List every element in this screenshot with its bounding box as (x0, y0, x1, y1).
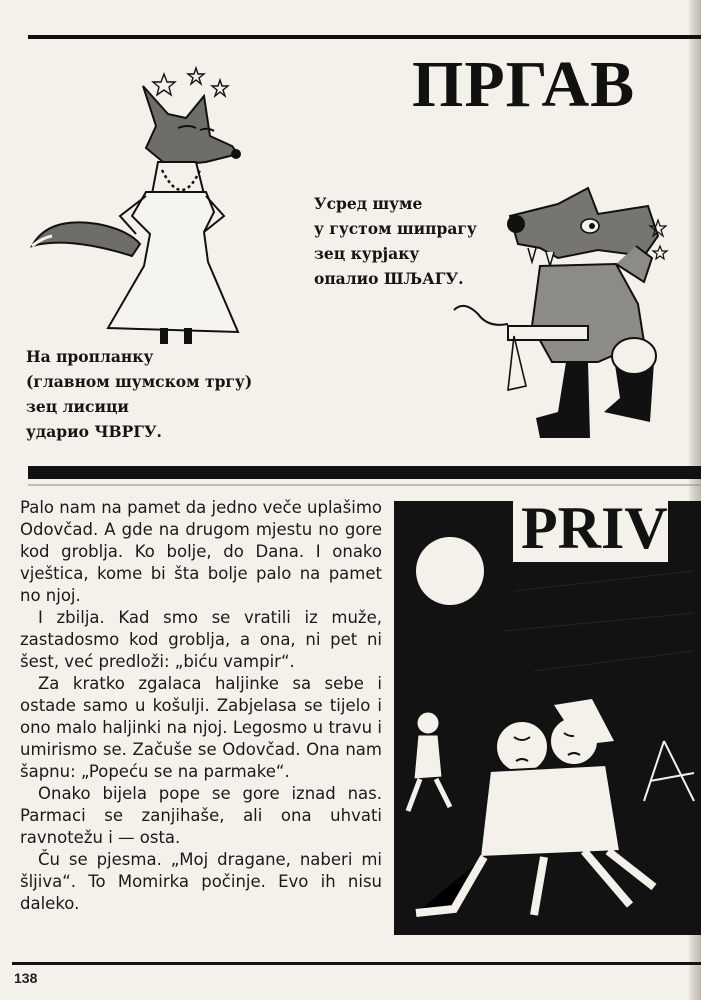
fox-illustration (28, 66, 258, 346)
page-title: ПРГАВ (412, 48, 636, 121)
story-title: PRIV (513, 498, 668, 562)
story-paragraph: Za kratko zgalaca haljinke sa sebe i ostade samo u košulji. Zabjelasa se tijelo i ono malo haljinki na njoj. Legosmo u travu i umirismo se. Začuše se Odovčad. Ona nam šapnu: „Popeću se na parmake“. (20, 674, 382, 781)
story-paragraph: I zbilja. Kad smo se vratili iz muže, zastadosmo kod groblja, a ona, ni pet ni šest, već predloži: „biću vampir“. (20, 608, 382, 671)
page-number: 138 (14, 970, 38, 986)
story-text (20, 497, 382, 915)
verse-line: зец лисици (26, 397, 129, 416)
night-graveyard-illustration (394, 501, 701, 935)
verse-line: ударио ЧВРГУ. (26, 422, 162, 441)
frightened-children-figure (416, 717, 654, 915)
section-divider (28, 466, 701, 479)
top-rule (28, 35, 701, 39)
verse-line: у густом шипрагу (314, 219, 477, 238)
bottom-rule (12, 962, 701, 965)
fleeing-child-figure (408, 712, 450, 811)
graveyard-scene (394, 501, 701, 935)
moon-shape (416, 537, 484, 605)
verse-line: На пропланку (26, 347, 154, 366)
verse-left (26, 344, 252, 444)
fence-shape (644, 741, 694, 801)
verse-line: зец курјаку (314, 244, 420, 263)
verse-line: опалио ШЉАГУ. (314, 269, 464, 288)
story-paragraph: Ču se pjesma. „Moj dragane, naberi mi šljiva“. To Momirka počinje. Evo ih nisu daleko. (20, 850, 382, 913)
section-divider-shadow (28, 484, 701, 486)
verse-right (314, 191, 477, 291)
verse-line: (главном шумском тргу) (26, 372, 253, 391)
wolf-illustration (448, 186, 670, 446)
story-paragraph: Onako bijela pope se gore iznad nas. Parmaci se zanjihaše, ali ona uhvati ravnotežu i — osta. (20, 784, 382, 847)
verse-line: Усред шуме (314, 194, 423, 213)
story-paragraph: Palo nam na pamet da jedno veče uplašimo Odovčad. A gde na drugom mjestu no gore kod groblja. Ko bolje, do Dana. I onako vještica, kome bi šta bolje palo na pamet no njoj. (20, 498, 382, 605)
